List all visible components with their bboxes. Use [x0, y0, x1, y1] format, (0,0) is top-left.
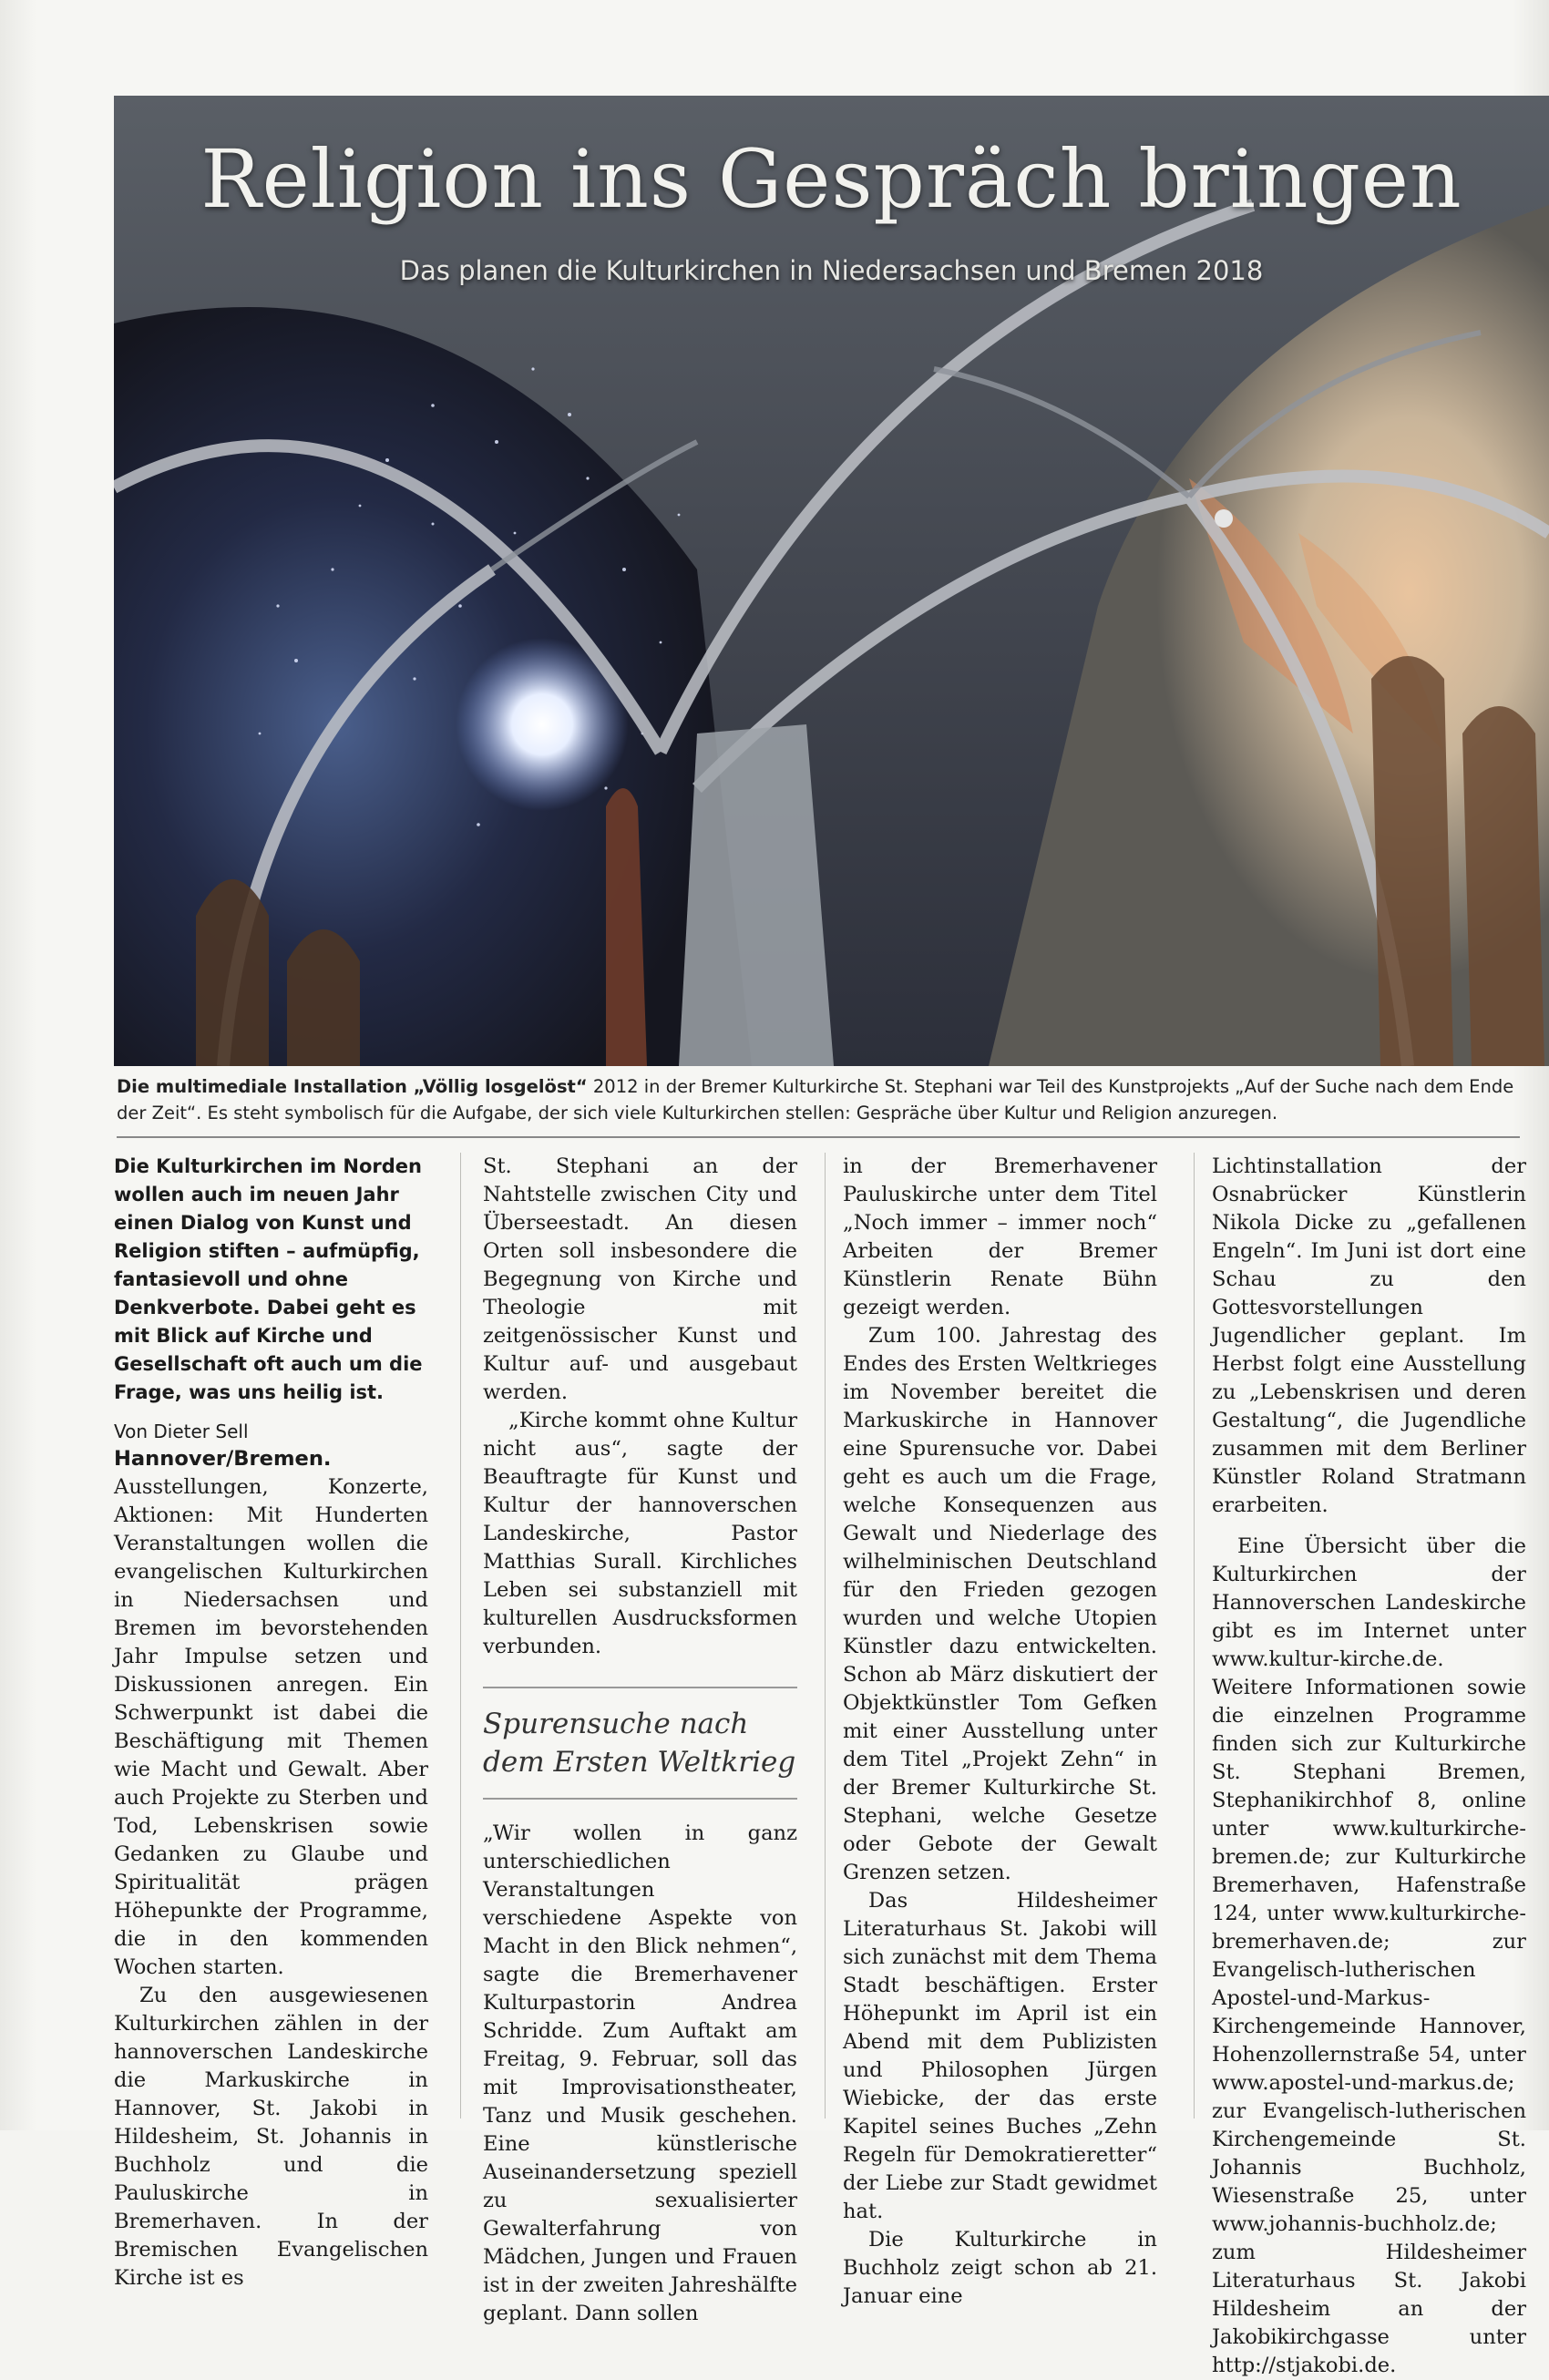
- byline: Von Dieter Sell: [114, 1421, 249, 1442]
- article-column-2: [483, 1153, 797, 2328]
- article-column-4: [1212, 1153, 1526, 2380]
- article-paragraph: Zu den ausgewiesenen Kulturkirchen zählen in der hannoverschen Landeskirche die Markuskirche in Hannover, St. Jakobi in Hildesheim, St. Johannis in Buchholz und die Pauluskirche in Bremerhaven. In der Bremischen Evangelischen Kirche ist es: [114, 1984, 428, 2290]
- article-photo: [114, 96, 1549, 1066]
- column-divider: [1194, 1153, 1195, 2118]
- section-subheading: Spurensuche nach dem Ersten Weltkrieg: [483, 1687, 797, 1800]
- article-column-1: [114, 1153, 428, 2293]
- subheadline: Das planen die Kulturkirchen in Niedersachsen und Bremen 2018: [399, 255, 1264, 286]
- caption-text: 2012 in der Bremer Kulturkirche St. Stephani war Teil des Kunstprojekts „Auf der Suche nach dem Ende der Zeit“. Es steht symbolisch für die Aufgabe, der sich viele Kulturkirchen stellen: Gespräche über Kultur und Religion anzuregen.: [117, 1076, 1514, 1123]
- paragraph-text: Ausstellungen, Konzerte, Aktionen: Mit Hunderten Veranstaltungen wollen die evangelischen Kulturkirchen in Niedersachsen und Bremen im bevorstehenden Jahr Impulse setzen und Diskussionen anregen. Ein Schwerpunkt ist dabei die Beschäftigung mit Themen wie Macht und Gewalt. Aber auch Projekte zu Sterben und Tod, Lebenskrisen sowie Gedanken zu Glaube und Spiritualität prägen Höhepunkte der Programme, die in den kommenden Wochen starten.: [114, 1475, 428, 1979]
- article-paragraph: in der Bremerhavener Pauluskirche unter dem Titel „Noch immer – immer noch“ Arbeiten der Bremer Künstlerin Renate Bühn gezeigt werden.: [843, 1154, 1157, 1319]
- headline: Religion ins Gespräch bringen: [200, 132, 1462, 226]
- article-paragraph: „Kirche kommt ohne Kultur nicht aus“, sagte der Beauftragte für Kunst und Kultur der hannoverschen Landeskirche, Pastor Matthias Surall. Kirchliches Leben sei substanziell mit kulturellen Ausdrucksformen verbunden.: [483, 1409, 797, 1658]
- article-column-3: [843, 1153, 1157, 2311]
- article-paragraph: Die Kulturkirche in Buchholz zeigt schon ab 21. Januar eine: [843, 2228, 1157, 2308]
- column-divider: [825, 1153, 826, 2118]
- article-paragraph: Das Hildesheimer Literaturhaus St. Jakobi will sich zunächst mit dem Thema Stadt beschäftigen. Erster Höhepunkt im April ist ein Abend mit dem Publizisten und Philosophen Jürgen Wiebicke, der das erste Kapitel seines Buches „Zehn Regeln für Demokratieretter“ der Liebe zur Stadt gewidmet hat.: [843, 1889, 1157, 2223]
- photo-caption: [117, 1073, 1520, 1126]
- article-paragraph: „Wir wollen in ganz unterschiedlichen Veranstaltungen verschiedene Aspekte von Macht in den Blick nehmen“, sagte die Bremerhavener Kulturpastorin Andrea Schridde. Zum Auftakt am Freitag, 9. Februar, soll das mit Improvisationstheater, Tanz und Musik geschehen. Eine künstlerische Auseinandersetzung speziell zu sexualisierter Gewalterfahrung von Mädchen, Jungen und Frauen ist in der zweiten Jahreshälfte geplant. Dann sollen: [483, 1821, 797, 2325]
- church-vault-illustration: [114, 96, 1549, 1066]
- article-paragraph: [114, 1445, 428, 1982]
- column-divider: [460, 1153, 461, 2118]
- article-lead: Die Kulturkirchen im Norden wollen auch im neuen Jahr einen Dialog von Kunst und Religion stiften – aufmüpfig, fantasievoll und ohne Denkverbote. Dabei geht es mit Blick auf Kirche und Gesellschaft oft auch um die Frage, was uns heilig ist.: [114, 1155, 423, 1403]
- article-info-paragraph: Eine Übersicht über die Kulturkirchen der Hannoverschen Landeskirche gibt es im Internet unter www.kultur-kirche.de. Weitere Informationen sowie die einzelnen Programme finden sich zur Kulturkirche St. Stephani Bremen, Stephanikirchhof 8, online unter www.kulturkirche-bremen.de; zur Kulturkirche Bremerhaven, Hafenstraße 124, unter www.kulturkirche-bremerhaven.de; zur Evangelisch-lutherischen Apostel-und-Markus-Kirchengemeinde Hannover, Hohenzollernstraße 54, unter www.apostel-und-markus.de; zur Evangelisch-lutherischen Kirchengemeinde St. Johannis Buchholz, Wiesenstraße 25, unter www.johannis-buchholz.de; zum Hildesheimer Literaturhaus St. Jakobi Hildesheim an der Jakobikirchgasse unter http://stjakobi.de.: [1212, 1534, 1526, 2377]
- dateline: Hannover/Bremen.: [114, 1447, 332, 1471]
- caption-bold: Die multimediale Installation „Völlig losgelöst“: [117, 1076, 588, 1097]
- article-paragraph: St. Stephani an der Nahtstelle zwischen City und Überseestadt. An diesen Orten soll insbesondere die Begegnung von Kirche und Theologie mit zeitgenössischer Kunst und Kultur auf- und ausgebaut werden.: [483, 1154, 797, 1404]
- caption-divider: [117, 1136, 1520, 1138]
- article-paragraph: Lichtinstallation der Osnabrücker Künstlerin Nikola Dicke zu „gefallenen Engeln“. Im Juni ist dort eine Schau zu den Gottesvorstellungen Jugendlicher geplant. Im Herbst folgt eine Ausstellung zu „Lebenskrisen und deren Gestaltung“, die Jugendliche zusammen mit dem Berliner Künstler Roland Stratmann erarbeiten.: [1212, 1154, 1526, 1517]
- article-paragraph: Zum 100. Jahrestag des Endes des Ersten Weltkrieges im November bereitet die Markuskirche in Hannover eine Spurensuche vor. Dabei geht es auch um die Frage, welche Konsequenzen aus Gewalt und Niederlage des wilhelminischen Deutschland für den Frieden gezogen wurden und welche Utopien Künstler dazu entwickelten. Schon ab März diskutiert der Objektkünstler Tom Gefken mit einer Ausstellung unter dem Titel „Projekt Zehn“ in der Bremer Kulturkirche St. Stephani, welche Gesetze oder Gebote der Gewalt Grenzen setzen.: [843, 1324, 1157, 1884]
